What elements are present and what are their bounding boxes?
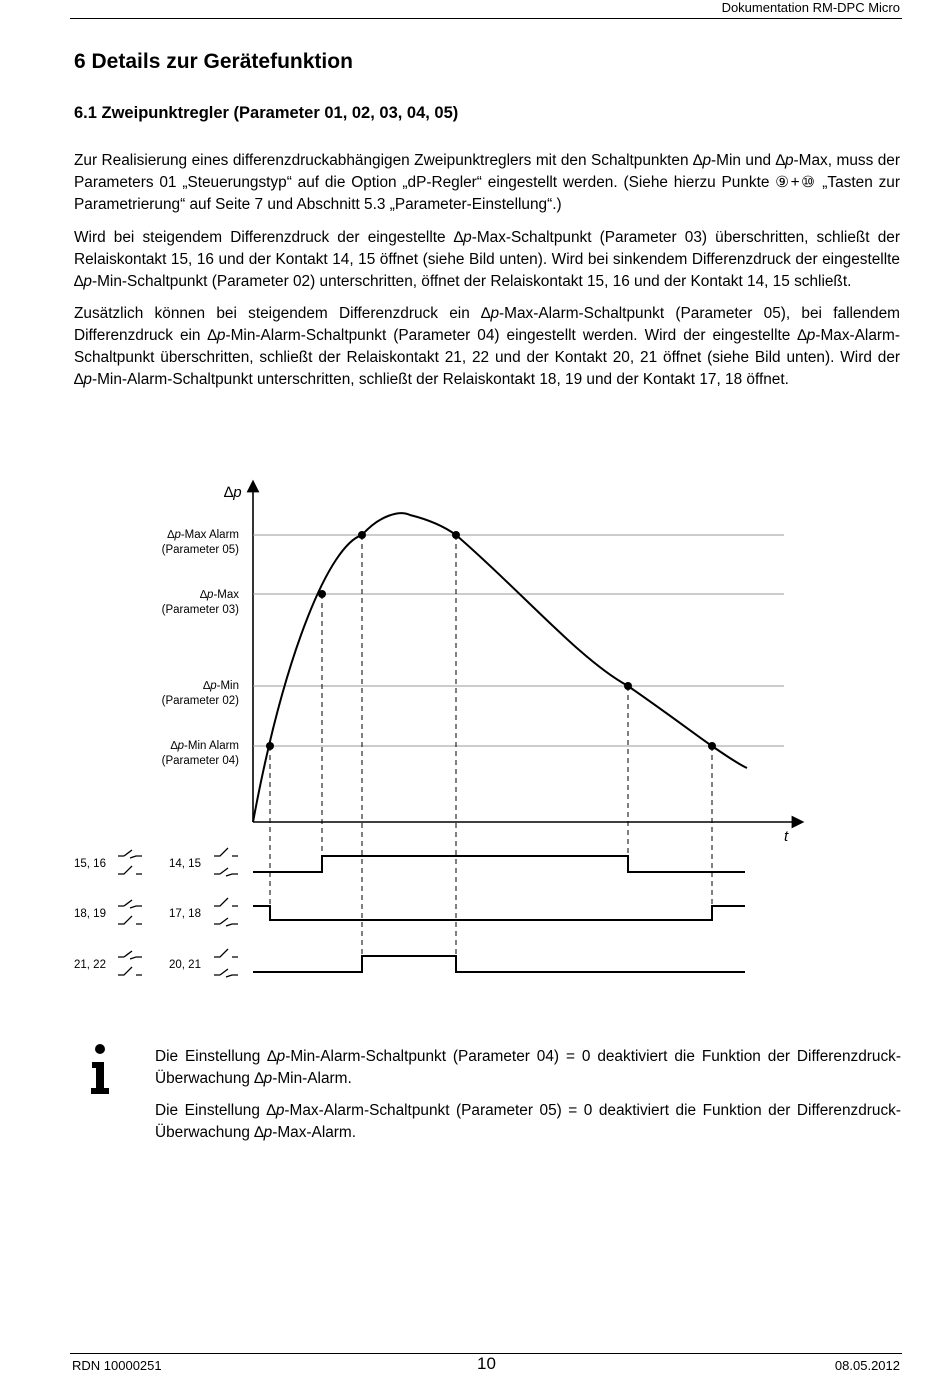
delta-p-symbol: ∆p: [797, 327, 816, 344]
relay-no-label: 14, 15: [169, 858, 201, 870]
nc-contact-icon: [118, 951, 142, 959]
pressure-curve: [253, 513, 747, 822]
nc-contact-icon: [118, 850, 142, 858]
level-label-min-alarm: ∆p-Min Alarm: [170, 740, 239, 752]
page-number: 10: [477, 1354, 496, 1373]
level-label-max: ∆p-Max: [199, 589, 239, 601]
delta-p-symbol: ∆p: [207, 327, 226, 344]
delta-p-symbol: ∆p: [693, 152, 711, 169]
header-divider: [70, 18, 902, 19]
document-date: 08.05.2012: [834, 1358, 900, 1373]
relay-nc-label: 21, 22: [74, 959, 106, 971]
level-param-min: (Parameter 02): [161, 695, 239, 707]
no-contact-icon: [214, 949, 238, 957]
nc-contact-icon: [214, 918, 238, 926]
timing-signal-15-16: [253, 856, 745, 872]
paragraph-2: Wird bei steigendem Differenzdruck der eingestellte ∆p-Max-Schaltpunkt (Parameter 03) überschritten, schließt der Relaiskontakt 15, 16 und der Kontakt 14, 15 öffnet (siehe Bild unten). Wird bei sinkendem Differenzdruck der eingestellte ∆p-Min-Schaltpunkt (Parameter 02) unterschritten, öffnet der Relaiskontakt 15, 16 und der Kontakt 14, 15 schließt.: [74, 229, 900, 290]
no-contact-icon: [118, 967, 142, 975]
no-contact-icon: [214, 848, 238, 856]
x-axis-label: t: [784, 828, 789, 845]
relay-no-label: 20, 21: [169, 959, 201, 971]
y-axis-label: ∆p: [224, 484, 242, 501]
delta-p-symbol: ∆p: [74, 273, 92, 290]
delta-p-symbol: ∆p: [453, 229, 472, 246]
timing-signal-18-19: [253, 906, 745, 920]
nc-contact-icon: [118, 900, 142, 908]
nc-contact-icon: [214, 969, 238, 977]
body-text: [74, 150, 900, 402]
nc-contact-icon: [214, 868, 238, 876]
info-icon: [88, 1040, 112, 1100]
section-heading: 6 Details zur Gerätefunktion: [74, 50, 353, 73]
level-label-min: ∆p-Min: [203, 680, 239, 692]
no-contact-icon: [118, 916, 142, 924]
paragraph-1: Zur Realisierung eines differenzdruckabhängigen Zweipunktreglers mit den Schaltpunkten ∆p-Min und ∆p-Max, muss der Parameters 01 „Steuerungstyp“ auf die Option „dP-Regler“ eingestellt werden. (Siehe hierzu Punkte ⑨+⑩ „Tasten zur Parametrierung“ auf Seite 7 und Abschnitt 5.3 „Parameter-Einstellung“.): [74, 152, 900, 213]
document-header: Dokumentation RM-DPC Micro: [721, 0, 900, 15]
delta-p-symbol: ∆p: [266, 1102, 285, 1119]
relay-nc-label: 15, 16: [74, 858, 106, 870]
paragraph-3: Zusätzlich können bei steigendem Differenzdruck ein ∆p-Max-Alarm-Schaltpunkt (Parameter 05), bei fallendem Differenzdruck ein ∆p-Min-Alarm-Schaltpunkt (Parameter 04) eingestellt werden. Wird der eingestellte ∆p-Max-Alarm-Schaltpunkt überschritten, schließt der Relaiskontakt 21, 22 und der Kontakt 20, 21 öffnet (siehe Bild unten). Wird der ∆p-Min-Alarm-Schaltpunkt unterschritten, schließt der Relaiskontakt 18, 19 und der Kontakt 17, 18 öffnet.: [74, 305, 900, 388]
level-param-max: (Parameter 03): [161, 604, 239, 616]
relay-no-label: 17, 18: [169, 908, 201, 920]
info-note: [155, 1046, 901, 1154]
note-max-alarm: Die Einstellung ∆p-Max-Alarm-Schaltpunkt (Parameter 05) = 0 deaktiviert die Funktion der Differenzdruck-Überwachung ∆p-Max-Alarm.: [155, 1102, 901, 1141]
level-param-max-alarm: (Parameter 05): [161, 544, 239, 556]
no-contact-icon: [214, 898, 238, 906]
delta-p-symbol: ∆p: [254, 1124, 273, 1141]
level-label-max-alarm: ∆p-Max Alarm: [167, 529, 239, 541]
relay-nc-label: 18, 19: [74, 908, 106, 920]
document-number: RDN 10000251: [72, 1358, 162, 1373]
delta-p-symbol: ∆p: [74, 371, 92, 388]
delta-p-symbol: ∆p: [267, 1048, 286, 1065]
timing-signal-21-22: [253, 956, 745, 972]
delta-p-symbol: ∆p: [775, 152, 794, 169]
level-param-min-alarm: (Parameter 04): [161, 755, 239, 767]
subsection-heading: 6.1 Zweipunktregler (Parameter 01, 02, 03, 04, 05): [74, 104, 459, 122]
no-contact-icon: [118, 866, 142, 874]
note-min-alarm: Die Einstellung ∆p-Min-Alarm-Schaltpunkt (Parameter 04) = 0 deaktiviert die Funktion der Differenzdruck-Überwachung ∆p-Min-Alarm.: [155, 1048, 901, 1087]
delta-p-symbol: ∆p: [254, 1070, 273, 1087]
delta-p-symbol: ∆p: [481, 305, 500, 322]
switching-diagram: [0, 470, 950, 1010]
